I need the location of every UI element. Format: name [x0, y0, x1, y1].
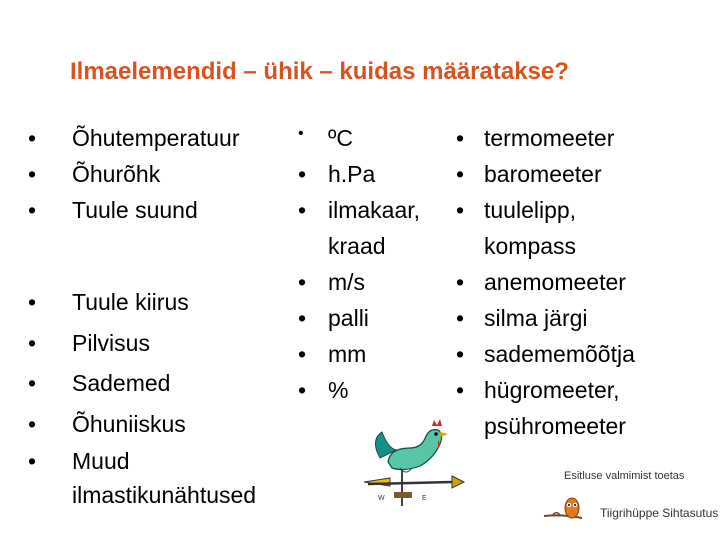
unit-label-cont: kraad	[328, 233, 386, 259]
unit-label: palli	[328, 305, 369, 331]
list-item	[28, 404, 256, 445]
list-item	[28, 363, 256, 404]
list-item	[456, 300, 635, 336]
element-label: Tuule suund	[72, 197, 198, 223]
list-item	[456, 264, 635, 300]
sponsor-logo	[538, 470, 719, 530]
list-item	[298, 336, 420, 372]
bullet: •	[28, 125, 37, 151]
method-label: sadememõõtja	[484, 341, 635, 367]
method-label: hügromeeter,	[484, 377, 620, 403]
bullet: •	[298, 269, 307, 295]
list-item	[456, 156, 635, 192]
bullet: •	[456, 125, 465, 151]
bullet: •	[456, 377, 465, 403]
element-label: Muud	[72, 448, 130, 474]
element-label: Õhurõhk	[72, 161, 161, 187]
element-label: Tuule kiirus	[72, 289, 189, 315]
bullet: •	[298, 305, 307, 331]
method-label: termomeeter	[484, 125, 615, 151]
unit-label: %	[328, 377, 349, 403]
bullet: •	[456, 269, 465, 295]
bullet: •	[28, 370, 37, 396]
bullet: •	[298, 377, 307, 403]
list-item	[28, 444, 256, 512]
units-column	[298, 120, 420, 408]
elements-column-lower	[28, 282, 256, 512]
method-label: baromeeter	[484, 161, 602, 187]
list-item	[28, 192, 239, 228]
bullet: •	[298, 197, 307, 223]
svg-text:E: E	[422, 495, 427, 502]
unit-label: ºC	[328, 125, 354, 151]
bullet: •	[298, 161, 307, 187]
list-item	[28, 156, 239, 192]
list-item	[298, 156, 420, 192]
list-item	[298, 120, 420, 156]
list-item	[28, 120, 239, 156]
bullet: •	[456, 305, 465, 331]
methods-column	[456, 120, 635, 444]
method-label-cont: kompass	[484, 233, 577, 259]
method-label: anemomeeter	[484, 269, 626, 295]
method-label: tuulelipp,	[484, 197, 577, 223]
method-label-cont: psühromeeter	[484, 413, 626, 439]
list-item	[298, 264, 420, 300]
owl-branch-icon	[542, 494, 602, 528]
unit-label: m/s	[328, 269, 366, 295]
bullet: •	[456, 341, 465, 367]
list-item	[28, 323, 256, 364]
unit-label: ilmakaar,	[328, 197, 421, 223]
method-label: silma järgi	[484, 305, 588, 331]
bullet: •	[28, 197, 37, 223]
list-item	[456, 336, 635, 372]
bullet: •	[28, 289, 37, 315]
sponsor-name: Tiigrihüppe Sihtasutus	[600, 506, 719, 520]
unit-label: h.Pa	[328, 161, 376, 187]
element-label: Pilvisus	[72, 329, 150, 356]
weathervane-rooster-icon	[360, 418, 470, 510]
list-item	[28, 282, 256, 323]
bullet: •	[456, 161, 465, 187]
bullet: •	[456, 197, 465, 223]
bullet: •	[28, 161, 37, 187]
list-item	[456, 372, 635, 444]
svg-text:W: W	[378, 495, 385, 502]
element-label: Sademed	[72, 370, 171, 396]
bullet: •	[28, 448, 37, 474]
list-item	[456, 120, 635, 156]
element-label: Õhutemperatuur	[72, 125, 240, 151]
elements-column	[28, 120, 239, 228]
bullet: •	[28, 329, 37, 356]
unit-label: mm	[328, 341, 367, 367]
bullet: •	[298, 341, 307, 367]
list-item	[298, 372, 420, 408]
element-label: Õhuniiskus	[72, 410, 186, 437]
bullet: •	[298, 125, 304, 142]
slide-title: Ilmaelemendid – ühik – kuidas määratakse?	[70, 58, 569, 85]
list-item	[298, 300, 420, 336]
list-item	[298, 192, 420, 264]
element-label-cont: ilmastikunähtused	[72, 482, 257, 508]
sponsor-caption: Esitluse valmimist toetas	[564, 470, 685, 482]
bullet: •	[28, 410, 37, 437]
list-item	[456, 192, 635, 264]
